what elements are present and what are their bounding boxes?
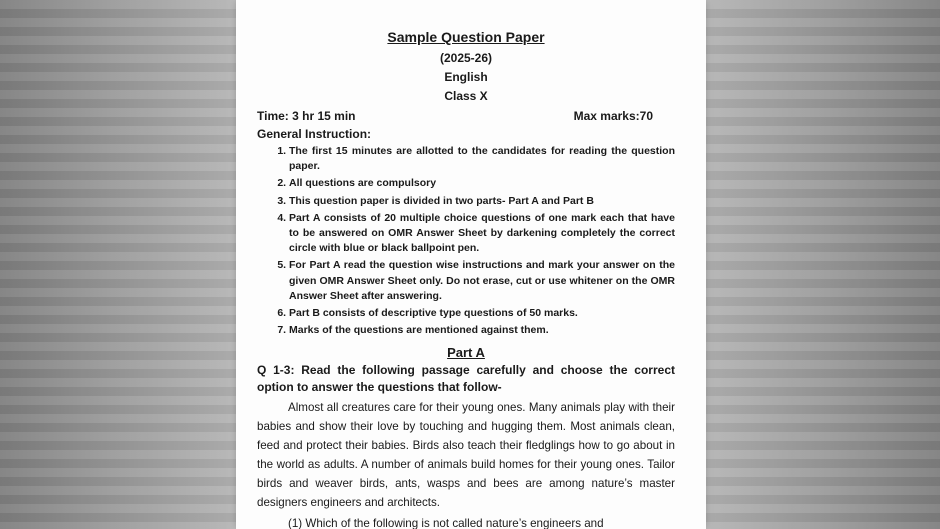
time-allowed: Time: 3 hr 15 min [257,109,356,123]
instruction-item: 1. The first 15 minutes are allotted to the candidates for reading the question paper. [289,144,675,174]
blurred-background-left [0,0,236,529]
max-marks: Max marks:70 [573,109,653,123]
question-paper-page [236,0,706,529]
time-marks-row [257,107,675,125]
question-set-heading: Q 1-3: Read the following passage carefully and choose the correct option to answer the questions that follow- [257,363,675,395]
paper-session: (2025-26) [439,51,493,65]
instruction-item: 6. Part B consists of descriptive type questions of 50 marks. [289,306,675,321]
part-a-heading: Part A [447,345,485,361]
instruction-item: 2. All questions are compulsory [289,176,675,191]
instruction-list [257,144,675,338]
blurred-background-right [704,0,940,529]
paper-subject: English [444,70,488,84]
reading-passage: Almost all creatures care for their young ones. Many animals play with their babies and show their love by touching and hugging them. Most animals clean, feed and protect their babies. Birds also teach their fledglings how to go about in the world as adults. A number of animals build homes for their young ones. Tailor birds and weaver birds, ants, wasps and bees are among nature’s master designers engineers and architects. [257,401,675,510]
question-1: (1) Which of the following is not called nature’s engineers and [288,517,604,529]
instruction-item: 5. For Part A read the question wise instructions and mark your answer on the given OMR Answer Sheet only. Do not erase, cut or use whitener on the OMR Answer Sheet after answering. [289,258,675,304]
instruction-item: 7. Marks of the questions are mentioned against them. [289,323,675,338]
instruction-item: 4. Part A consists of 20 multiple choice questions of one mark each that have to be answered on OMR Answer Sheet by darkening completely the correct circle with blue or black ballpoint pen. [289,211,675,257]
paper-class: Class X [444,89,488,103]
instruction-item: 3. This question paper is divided in two parts- Part A and Part B [289,194,675,209]
general-instruction-heading: General Instruction: [257,127,372,141]
paper-title: Sample Question Paper [387,29,545,45]
page-content [257,28,675,529]
